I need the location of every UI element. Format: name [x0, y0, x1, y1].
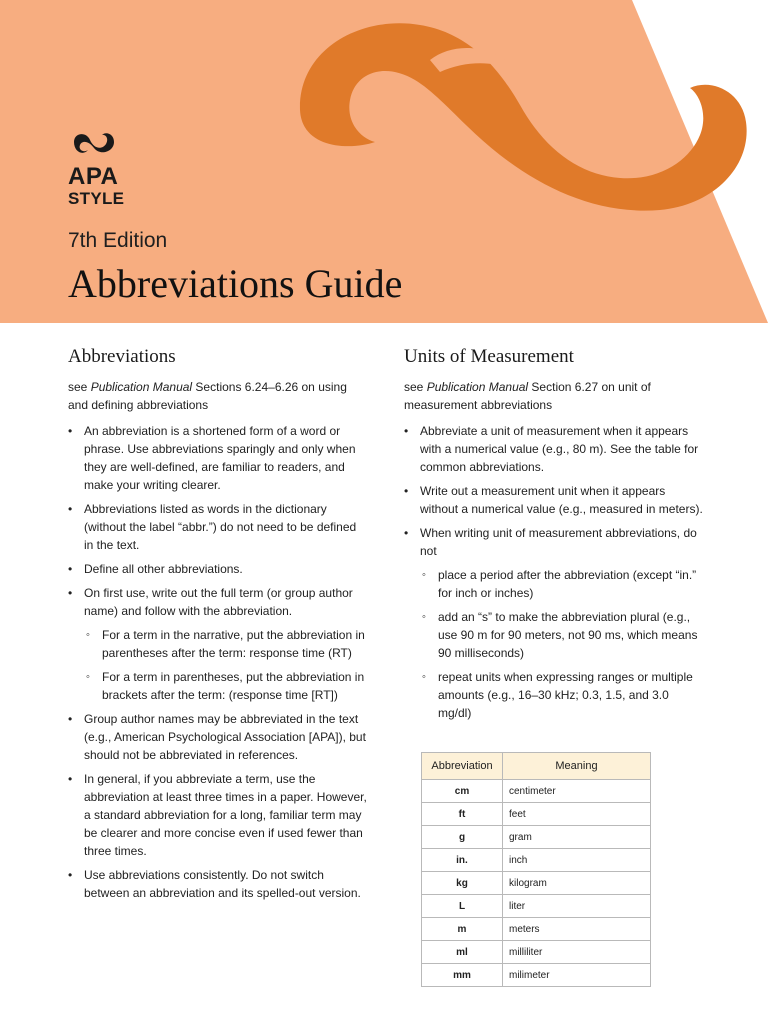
table-cell-meaning: gram: [503, 826, 651, 849]
table-cell-meaning: feet: [503, 803, 651, 826]
table-cell-meaning: inch: [503, 849, 651, 872]
sub-list-item: ◦ place a period after the abbreviation (except “in.” for inch or inches): [420, 566, 704, 602]
page-title: Abbreviations Guide: [68, 261, 403, 306]
abbreviations-section: [68, 344, 368, 908]
table-cell-meaning: meters: [503, 918, 651, 941]
apa-logo-mark-icon: [68, 128, 118, 158]
table-cell-abbr: mm: [422, 964, 503, 987]
units-section: [404, 344, 704, 728]
sub-list-item: ◦ For a term in the narrative, put the abbreviation in parentheses after the term: response time (RT): [84, 626, 368, 662]
abbreviations-reference: see Publication Manual Sections 6.24–6.26 on using and defining abbreviations: [68, 380, 347, 412]
table-cell-meaning: milimeter: [503, 964, 651, 987]
table-cell-abbr: L: [422, 895, 503, 918]
table-cell-abbr: g: [422, 826, 503, 849]
abbreviations-bullet-list: [68, 422, 368, 902]
table-cell-abbr: m: [422, 918, 503, 941]
publication-manual-italic: Publication Manual: [426, 380, 529, 394]
table-header-meaning: Meaning: [503, 753, 651, 780]
logo-apa-text: APA: [68, 163, 119, 190]
units-heading: Units of Measurement: [404, 346, 574, 367]
sub-list-item: ◦ For a term in parentheses, put the abbreviation in brackets after the term: (response time [RT]): [84, 668, 368, 704]
table-cell-abbr: ft: [422, 803, 503, 826]
logo-style-text: STYLE: [68, 189, 125, 208]
table-row: [422, 803, 651, 826]
table-cell-meaning: liter: [503, 895, 651, 918]
table-row: [422, 872, 651, 895]
table-row: [422, 849, 651, 872]
abbreviations-heading: Abbreviations: [68, 346, 176, 367]
table-cell-meaning: milliliter: [503, 941, 651, 964]
list-item: • When writing unit of measurement abbreviations, do not ◦ place a period after the abbreviation (except “in.” for inch or inches) ◦ add an “s” to make the abbreviation plural (e.g., use 90 m for 90 meters, not 90 ms, which means 90 milliseconds) ◦ repeat units when expressing ranges or multiple amounts (e.g., 16–30 kHz; 0.3, 1.5, and 3.0 mg/dl): [404, 524, 704, 722]
header-banner: [0, 0, 768, 323]
abbreviations-sub-list: [84, 626, 368, 704]
list-item: • In general, if you abbreviate a term, use the abbreviation at least three times in a paper. However, a standard abbreviation for a long, familiar term may be clearer and more concise even if used fewer than three times.: [68, 770, 368, 860]
units-sub-list: [420, 566, 704, 722]
publication-manual-italic: Publication Manual: [90, 380, 193, 394]
units-reference: see Publication Manual Section 6.27 on unit of measurement abbreviations: [404, 380, 651, 412]
list-item: • On first use, write out the full term (or group author name) and follow with the abbreviation. ◦ For a term in the narrative, put the abbreviation in parentheses after the term: response time (RT) ◦ For a term in parentheses, put the abbreviation in brackets after the term: (response time [RT]): [68, 584, 368, 704]
table-header-abbreviation: Abbreviation: [422, 753, 503, 780]
table-cell-meaning: kilogram: [503, 872, 651, 895]
table-row: [422, 941, 651, 964]
list-item: • Write out a measurement unit when it appears without a numerical value (e.g., measured in meters).: [404, 482, 704, 518]
table-cell-abbr: in.: [422, 849, 503, 872]
table-cell-abbr: kg: [422, 872, 503, 895]
edition-label: 7th Edition: [68, 229, 168, 252]
list-item: • Abbreviate a unit of measurement when it appears with a numerical value (e.g., 80 m). See the table for common abbreviations.: [404, 422, 704, 476]
table-header-row: [422, 753, 651, 780]
table-row: [422, 918, 651, 941]
list-item: • Group author names may be abbreviated in the text (e.g., American Psychological Association [APA]), but should not be abbreviated in references.: [68, 710, 368, 764]
list-item: • An abbreviation is a shortened form of a word or phrase. Use abbreviations sparingly and only when they are well-defined, are familiar to readers, and make your writing clearer.: [68, 422, 368, 494]
table-cell-abbr: ml: [422, 941, 503, 964]
units-table: [421, 752, 651, 987]
table-row: [422, 964, 651, 987]
table-row: [422, 826, 651, 849]
list-item: • Abbreviations listed as words in the dictionary (without the label “abbr.”) do not need to be defined in the text.: [68, 500, 368, 554]
table-row: [422, 780, 651, 803]
units-bullet-list: [404, 422, 704, 722]
sub-list-item: ◦ add an “s” to make the abbreviation plural (e.g., use 90 m for 90 meters, not 90 ms, which means 90 milliseconds): [420, 608, 704, 662]
list-item: • Use abbreviations consistently. Do not switch between an abbreviation and its spelled-out version.: [68, 866, 368, 902]
list-item: • Define all other abbreviations.: [68, 560, 368, 578]
table-cell-meaning: centimeter: [503, 780, 651, 803]
table-cell-abbr: cm: [422, 780, 503, 803]
table-row: [422, 895, 651, 918]
sub-list-item: ◦ repeat units when expressing ranges or multiple amounts (e.g., 16–30 kHz; 0.3, 1.5, and 3.0 mg/dl): [420, 668, 704, 722]
